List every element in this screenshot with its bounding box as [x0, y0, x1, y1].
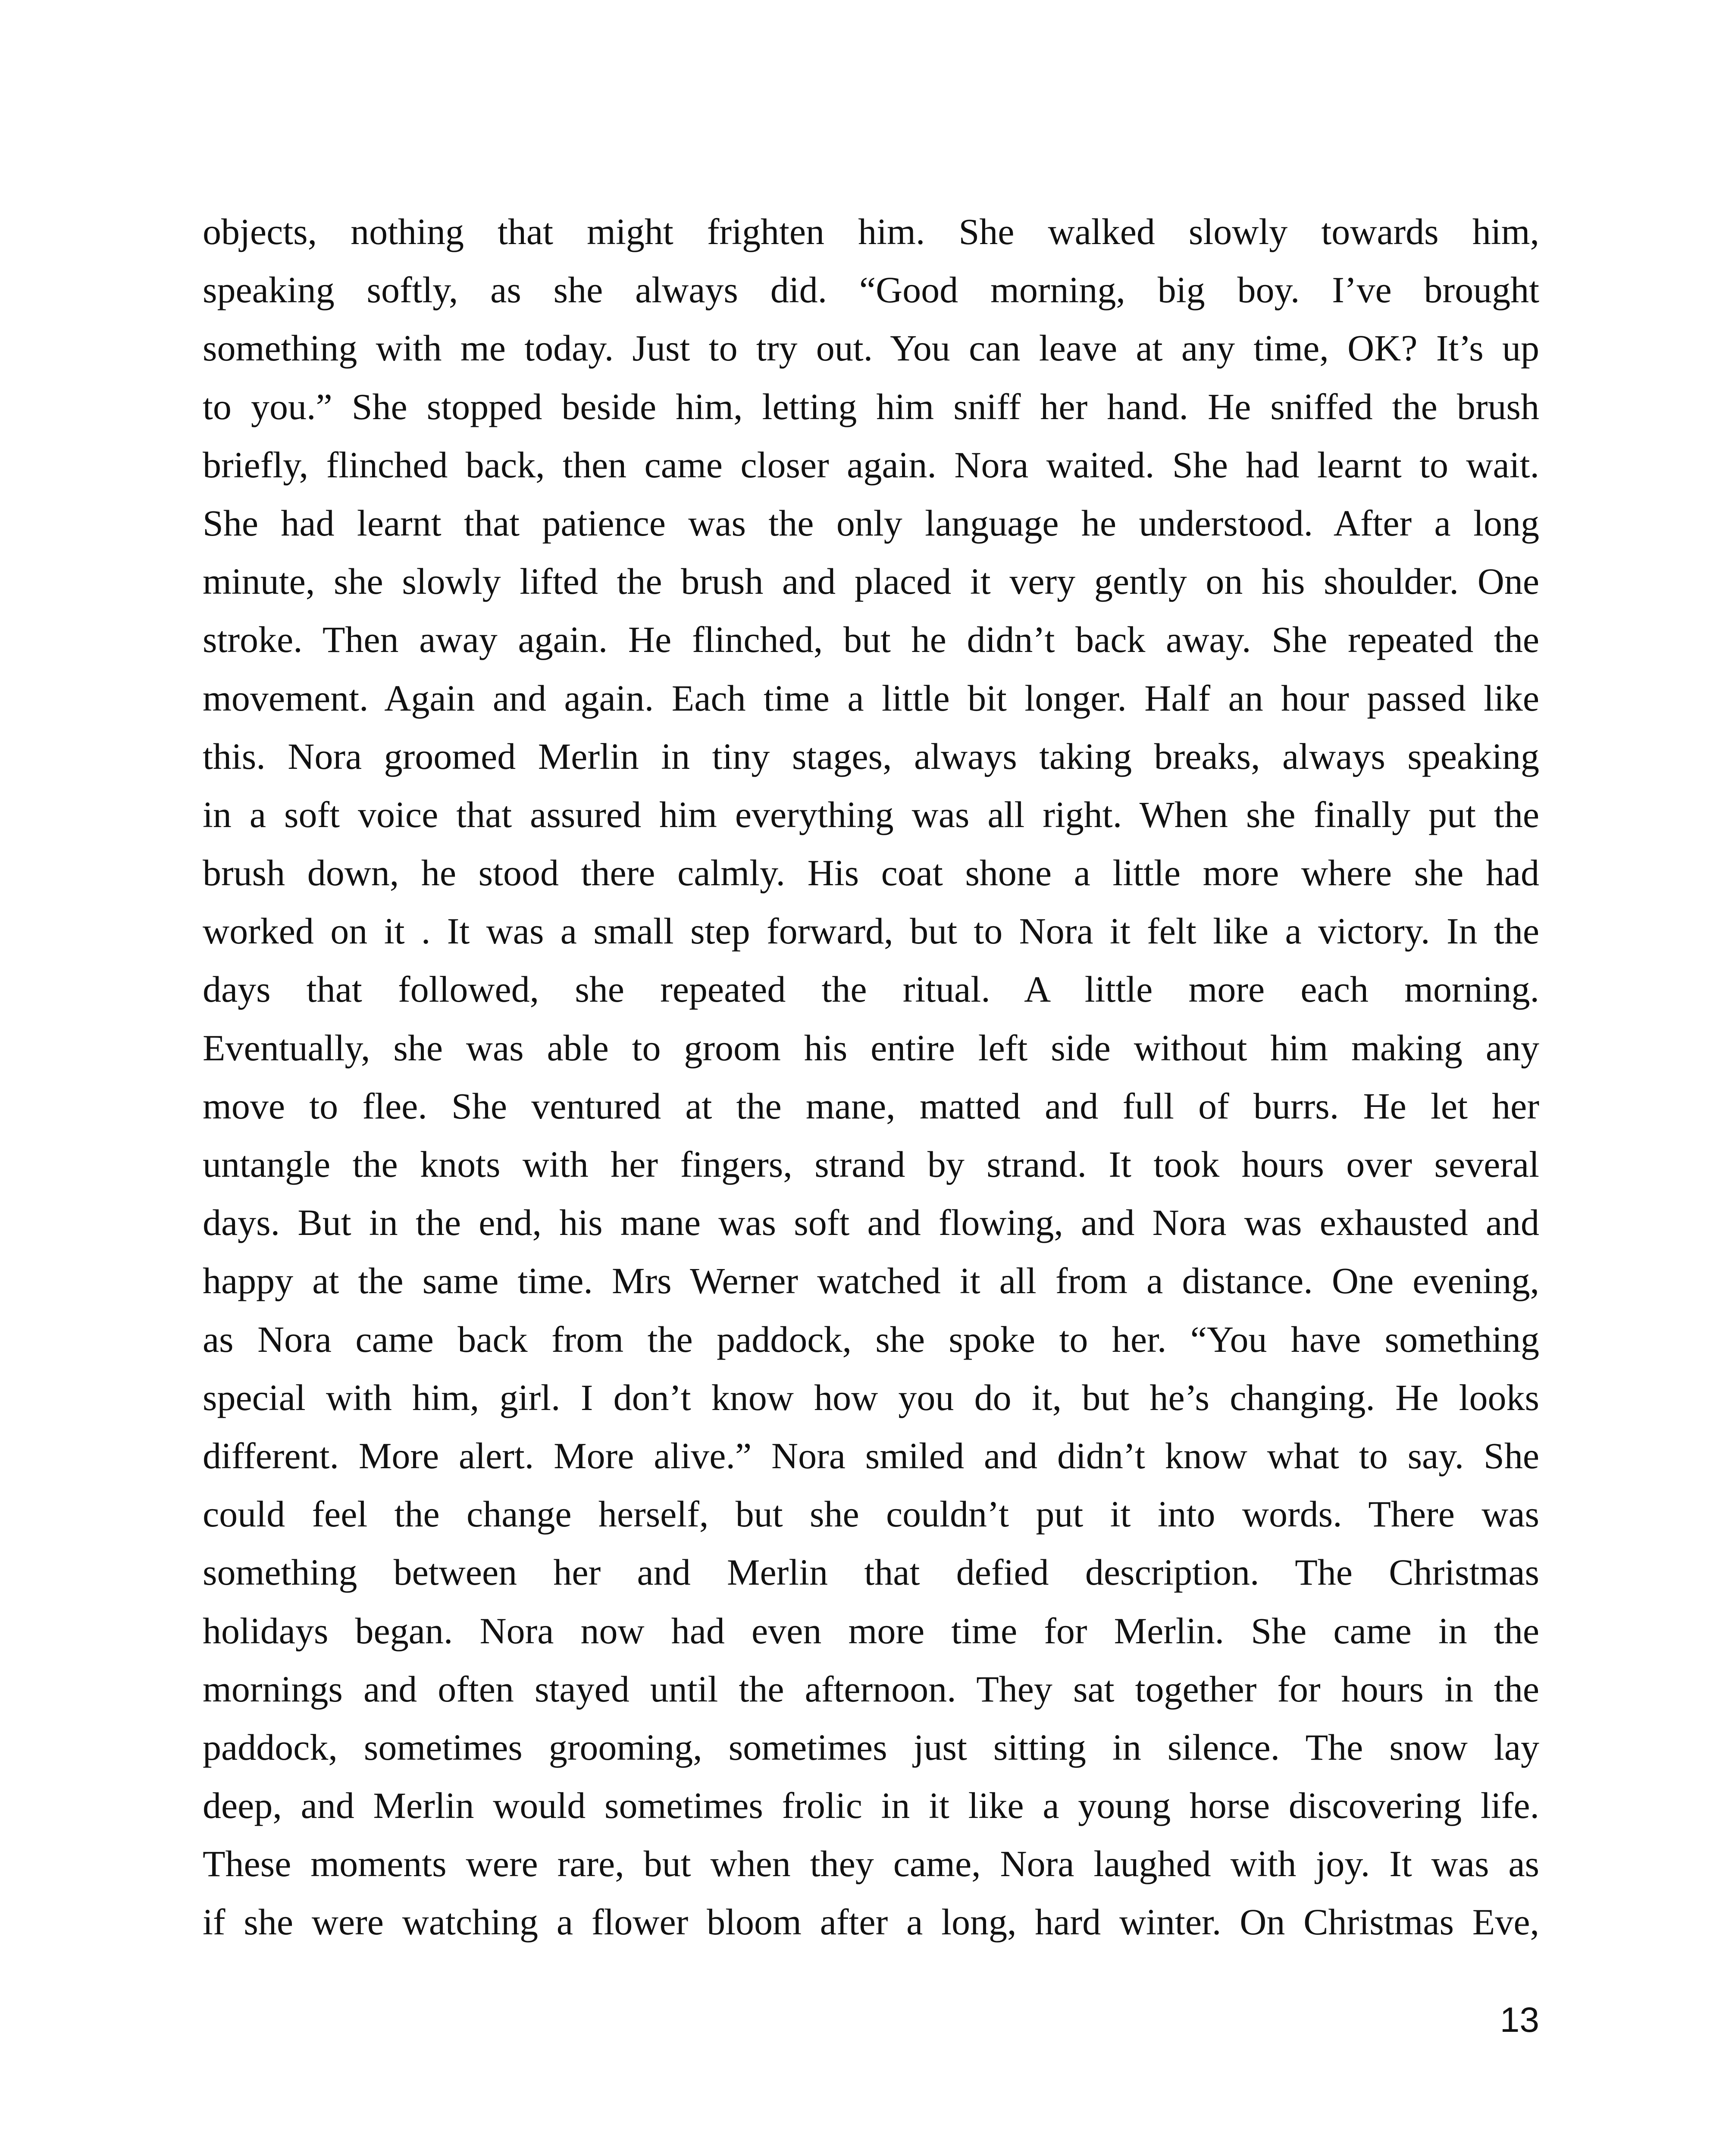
text-line: special with him, girl. I don’t know how you do it, but he’s changing. He looks	[203, 1376, 1539, 1418]
text-line: happy at the same time. Mrs Werner watched it all from a distance. One evening,	[203, 1260, 1539, 1302]
text-line: minute, she slowly lifted the brush and placed it very gently on his shoulder. One	[203, 561, 1539, 602]
text-line: something with me today. Just to try out. You can leave at any time, OK? It’s up	[203, 327, 1539, 369]
body-paragraph	[203, 203, 1539, 1952]
text-line: holidays began. Nora now had even more time for Merlin. She came in the	[203, 1610, 1539, 1651]
text-line: could feel the change herself, but she couldn’t put it into words. There was	[203, 1493, 1539, 1535]
text-line: different. More alert. More alive.” Nora smiled and didn’t know what to say. She	[203, 1435, 1539, 1476]
text-line: objects, nothing that might frighten him. She walked slowly towards him,	[203, 211, 1539, 252]
text-line: speaking softly, as she always did. “Good morning, big boy. I’ve brought	[203, 269, 1539, 311]
text-line: something between her and Merlin that defied description. The Christmas	[203, 1551, 1539, 1593]
text-line: move to flee. She ventured at the mane, matted and full of burrs. He let her	[203, 1085, 1539, 1127]
text-line: untangle the knots with her fingers, strand by strand. It took hours over several	[203, 1144, 1539, 1185]
text-line: mornings and often stayed until the afternoon. They sat together for hours in the	[203, 1668, 1539, 1710]
text-line: These moments were rare, but when they came, Nora laughed with joy. It was as	[203, 1843, 1539, 1885]
text-line: worked on it . It was a small step forward, but to Nora it felt like a victory. In the	[203, 910, 1539, 952]
text-line: brush down, he stood there calmly. His coat shone a little more where she had	[203, 852, 1539, 894]
text-line: stroke. Then away again. He flinched, but he didn’t back away. She repeated the	[203, 619, 1539, 661]
text-line: in a soft voice that assured him everything was all right. When she finally put the	[203, 793, 1539, 835]
text-line: this. Nora groomed Merlin in tiny stages, always taking breaks, always speaking	[203, 735, 1539, 777]
text-line: days that followed, she repeated the ritual. A little more each morning.	[203, 968, 1539, 1010]
text-line: briefly, flinched back, then came closer again. Nora waited. She had learnt to wait.	[203, 444, 1539, 486]
text-line: to you.” She stopped beside him, letting him sniff her hand. He sniffed the brush	[203, 385, 1539, 427]
page-number: 13	[1500, 2000, 1539, 2040]
text-line: paddock, sometimes grooming, sometimes just sitting in silence. The snow lay	[203, 1726, 1539, 1768]
text-line: Eventually, she was able to groom his entire left side without him making any	[203, 1027, 1539, 1069]
text-line: days. But in the end, his mane was soft and flowing, and Nora was exhausted and	[203, 1202, 1539, 1244]
text-line: if she were watching a flower bloom after a long, hard winter. On Christmas Eve,	[203, 1901, 1539, 1943]
text-line: She had learnt that patience was the only language he understood. After a long	[203, 502, 1539, 544]
text-line: as Nora came back from the paddock, she spoke to her. “You have something	[203, 1318, 1539, 1360]
text-line: movement. Again and again. Each time a little bit longer. Half an hour passed like	[203, 677, 1539, 719]
text-line: deep, and Merlin would sometimes frolic in it like a young horse discovering life.	[203, 1785, 1539, 1827]
